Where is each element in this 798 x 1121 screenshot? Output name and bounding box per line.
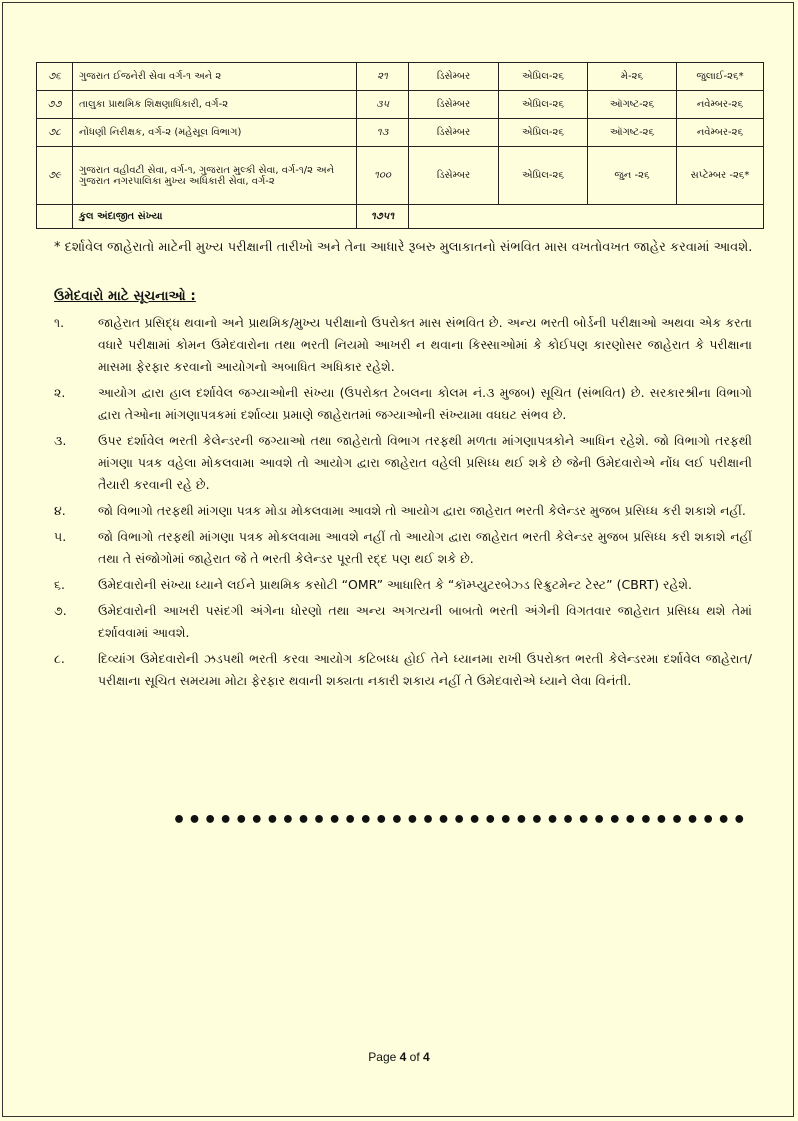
vacancy-count-cell: ૧૩ [357, 119, 409, 147]
recruitment-calendar-table [36, 62, 764, 229]
total-blank-span [409, 205, 764, 229]
list-item [54, 430, 752, 496]
prelim-exam-cell: એપ્રિલ-૨૬ [499, 119, 588, 147]
table-row [37, 91, 764, 119]
vacancy-count-cell: ૩૫ [357, 91, 409, 119]
list-item [54, 526, 752, 570]
list-item [54, 648, 752, 692]
post-name-cell: તાલુકા પ્રાથમિક શિક્ષણાધિકારી, વર્ગ-૨ [73, 91, 357, 119]
item-number: ૪. [54, 503, 66, 518]
table-row [37, 63, 764, 91]
interview-cell: સપ્ટેમ્બર -૨૬* [677, 147, 764, 205]
instructions-list [54, 312, 752, 696]
post-name-cell: ગુજરાત ઈજનેરી સેવા વર્ગ-૧ અને ૨ [73, 63, 357, 91]
table-row [37, 147, 764, 205]
advert-month-cell: ડિસેમ્બર [409, 147, 499, 205]
total-label: કુલ અંદાજીત સંખ્યા [73, 205, 357, 229]
item-text: જો વિભાગો તરફથી માંગણા પત્રક મોડા મોકલવામા આવશે તો આયોગ દ્વારા જાહેરાત ભરતી કેલેન્ડર મુજબ પ્રસિધ્ધ કરી શકાશે નહીં. [98, 503, 746, 518]
item-text: દિવ્યાંગ ઉમેદવારોની ઝડપથી ભરતી કરવા આયોગ કટિબધ્ધ હોઈ તેને ધ્યાનમા રાખી ઉપરોક્ત ભરતી કેલેન્ડરમા દર્શાવેલ જાહેરાત/પરીક્ષાના સૂચિત સમયમા મોટા ફેરફાર થવાની શક્યતા નકારી શકાય નહીં તે ઉમેદવારોએ ધ્યાને લેવા વિનંતી. [98, 651, 752, 688]
item-text: ઉમેદવારોની સંખ્યા ધ્યાને લઈને પ્રાથમિક કસોટી “OMR” આધારિત કે “કૉમ્પ્યુટરબેઝ્ડ રિક્રુટમેન્ટ ટેસ્ટ” (CBRT) રહેશે. [98, 577, 693, 592]
serial-cell: ૭૬ [37, 63, 73, 91]
post-name-cell: નોંધણી નિરીક્ષક, વર્ગ-૨ (મહેસૂલ વિભાગ) [73, 119, 357, 147]
main-exam-cell: મે-૨૬ [588, 63, 677, 91]
item-text: ઉમેદવારોની આખરી પસંદગી અંગેના ધોરણો તથા અન્ય અગત્યની બાબતો ભરતી અંગેની વિગતવાર જાહેરાત પ્રસિધ્ધ થશે તેમાં દર્શાવવામાં આવશે. [98, 603, 752, 640]
item-number: ૩. [54, 433, 67, 448]
instructions-heading: ઉમેદવારો માટે સૂચનાઓ : [54, 288, 196, 304]
list-item [54, 600, 752, 644]
item-number: ૮. [54, 651, 65, 666]
advert-month-cell: ડિસેમ્બર [409, 91, 499, 119]
prelim-exam-cell: એપ્રિલ-૨૬ [499, 63, 588, 91]
main-exam-cell: ઑગષ્ટ-૨૬ [588, 91, 677, 119]
vacancy-count-cell: ૧૦૦ [357, 147, 409, 205]
prelim-exam-cell: એપ્રિલ-૨૬ [499, 147, 588, 205]
list-item [54, 574, 752, 596]
total-empty-cell [37, 205, 73, 229]
advert-month-cell: ડિસેમ્બર [409, 63, 499, 91]
page-footer [0, 1050, 798, 1064]
item-text: જાહેરાત પ્રસિદ્ધ થવાનો અને પ્રાથમિક/મુખ્ય પરીક્ષાનો ઉપરોક્ત માસ સંભવિત છે. અન્ય ભરતી બોર્ડની પરીક્ષાઓ અથવા એક કરતા વધારે પરીક્ષામાં કોમન ઉમેદવારોના તથા ભરતી નિયમો આખરી ન થવાના કિસ્સાઓમાં કે કોઈપણ કારણોસર જાહેરાત કે પરીક્ષાના માસમા ફેરફાર કરવાનો આયોગનો અબાધિત અધિકાર રહેશે. [98, 315, 752, 374]
serial-cell: ૭૭ [37, 91, 73, 119]
page-prefix: Page [368, 1050, 400, 1064]
table-row [37, 119, 764, 147]
item-number: ૨. [54, 385, 66, 400]
item-text: ઉપર દર્શાવેલ ભરતી કેલેન્ડરની જગ્યાઓ તથા જાહેરાતો વિભાગ તરફથી મળતા માંગણાપત્રકોને આધિન રહેશે. જો વિભાગો તરફથી માંગણા પત્રક વહેલા મોકલવામા આવશે તો આયોગ દ્વારા જાહેરાત વહેલી પ્રસિધ્ધ થઈ શકે છે જેની ઉમેદવારોએ નોંધ લઈ પરીક્ષાની તૈયારી કરવાની રહે છે. [98, 433, 752, 492]
serial-cell: ૭૮ [37, 119, 73, 147]
interview-cell: જુલાઈ-૨૬* [677, 63, 764, 91]
main-exam-cell: જુન -૨૬ [588, 147, 677, 205]
total-row [37, 205, 764, 229]
list-item [54, 500, 752, 522]
interview-cell: નવેમ્બર-૨૬ [677, 91, 764, 119]
item-number: ૧. [54, 315, 65, 330]
vacancy-count-cell: ૨૧ [357, 63, 409, 91]
main-exam-cell: ઑગષ્ટ-૨૬ [588, 119, 677, 147]
page-total: 4 [423, 1050, 430, 1064]
item-number: ૫. [54, 529, 67, 544]
item-number: ૭. [54, 603, 67, 618]
table-footnote: * દર્શાવેલ જાહેરાતો માટેની મુખ્ય પરીક્ષાની તારીખો અને તેના આધારે રૂબરુ મુલાકાતનો સંભવિત માસ વખતોવખત જાહેર કરવામાં આવશે. [54, 240, 753, 255]
page-current: 4 [399, 1050, 407, 1064]
prelim-exam-cell: એપ્રિલ-૨૬ [499, 91, 588, 119]
serial-cell: ૭૯ [37, 147, 73, 205]
list-item [54, 382, 752, 426]
item-number: ૬. [54, 577, 65, 592]
total-value: ૧૭૫૧ [357, 205, 409, 229]
dotted-separator: ••••••••••••••••••••••••••••••••••••• [172, 808, 748, 833]
item-text: જો વિભાગો તરફથી માંગણા પત્રક મોકલવામા આવશે નહીં તો આયોગ દ્વારા જાહેરાત ભરતી કેલેન્ડર મુજબ પ્રસિધ્ધ કરી શકાશે નહીં તથા તે સંજોગોમાં જાહેરાત જે તે ભરતી કેલેન્ડર પૂરતી રદ્દ પણ થઈ શકે છે. [98, 529, 752, 566]
item-text: આયોગ દ્વારા હાલ દર્શાવેલ જગ્યાઓની સંખ્યા (ઉપરોક્ત ટેબલના કોલમ નં.૩ મુજબ) સૂચિત (સંભવિત) છે. સરકારશ્રીના વિભાગો દ્વારા તેઓના માંગણાપત્રકમાં દર્શાવ્યા પ્રમાણે જાહેરાતમાં જગ્યાઓની સંખ્યામા વધઘટ સંભવ છે. [98, 385, 752, 422]
advert-month-cell: ડિસેમ્બર [409, 119, 499, 147]
list-item [54, 312, 752, 378]
post-name-cell: ગુજરાત વહીવટી સેવા, વર્ગ-૧, ગુજરાત મુલ્કી સેવા, વર્ગ-૧/૨ અને ગુજરાત નગરપાલિકા મુખ્ય અધિકારી સેવા, વર્ગ-૨ [73, 147, 357, 205]
interview-cell: નવેમ્બર-૨૬ [677, 119, 764, 147]
page-of: of [406, 1050, 424, 1064]
